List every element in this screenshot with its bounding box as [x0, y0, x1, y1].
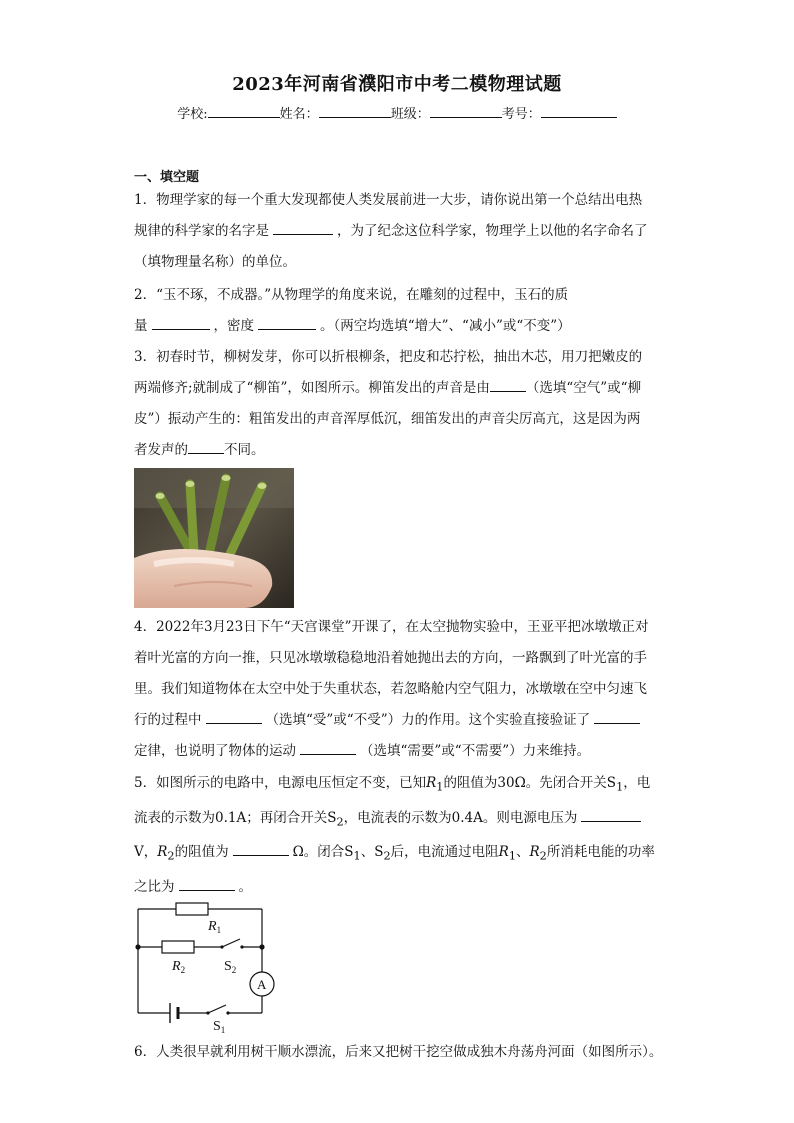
- resistor-r2: [162, 941, 194, 953]
- circuit-diagram: [130, 895, 280, 1035]
- q5-t4a: 之比为: [134, 879, 175, 896]
- q3-line-2: [134, 373, 664, 404]
- student-info-line: [0, 103, 794, 122]
- q4-text-d: （选填“需要”或“不需要”）力来维持。: [360, 743, 591, 759]
- q2-line-2: [134, 311, 664, 342]
- name-label: 姓名：: [279, 107, 319, 122]
- q5-t3n: 2: [539, 850, 547, 864]
- school-blank[interactable]: [208, 103, 280, 118]
- q5-t4b: 。: [238, 879, 252, 896]
- q4-line-3: 里。我们知道物体在太空中处于失重状态，若忽略舱内空气阻力，冰墩墩在空中匀速飞: [134, 681, 647, 697]
- q1-line-1: 1．物理学家的每一个重大发现都使人类发展前进一大步，请你说出第一个总结出电热: [134, 192, 643, 208]
- q1-text-b: ，为了纪念这位科学家，物理学上以他的名字命名了: [337, 223, 648, 239]
- q3-text-d: 不同。: [224, 442, 265, 458]
- q4-line-2: 着叶光富的方向一推，只见冰墩墩稳稳地沿着她抛出去的方向，一路飘到了叶光富的手: [134, 650, 647, 666]
- q4-blank-1[interactable]: [206, 709, 262, 724]
- q5-t3e: Ω。闭合S: [292, 844, 354, 861]
- q5-t3k: 1: [508, 850, 516, 864]
- school-label: 学校:: [177, 107, 208, 122]
- q2-text-a: 量: [134, 318, 148, 334]
- q5-t3g: 、S: [360, 844, 384, 861]
- question-6: [134, 1037, 694, 1068]
- q5-blank-3[interactable]: [179, 876, 235, 891]
- willow-flute-photo: [134, 468, 294, 608]
- q3-line-3: 皮”）振动产生的：粗笛发出的声音浑厚低沉，细笛发出的声音尖厉高亢，这是因为两: [134, 411, 641, 427]
- q5-line-1: [134, 768, 664, 803]
- q5-t1a: 5．如图所示的电路中，电源电压恒定不变，已知: [134, 775, 427, 791]
- question-1: [134, 185, 664, 278]
- q5-t3a: V，: [134, 844, 158, 861]
- q4-text-b: （选填“受”或“不受”）力的作用。这个实验直接验证了: [265, 712, 591, 728]
- label-ammeter: A: [257, 977, 267, 992]
- q5-t2a: 流表的示数为0.1A；再闭合开关S: [134, 809, 337, 826]
- q5-r1: R: [426, 775, 437, 791]
- q5-t3i: 后，电流通过电阻: [390, 844, 499, 861]
- q4-text-c: 定律，也说明了物体的运动: [134, 743, 296, 759]
- q5-blank-1[interactable]: [581, 807, 641, 822]
- q3-line-4: [134, 435, 664, 466]
- q4-blank-2[interactable]: [594, 709, 640, 724]
- q5-t3d: 的阻值为: [174, 844, 229, 861]
- question-5: [134, 768, 664, 903]
- resistor-r1: [176, 903, 208, 915]
- question-3: [134, 342, 664, 466]
- q2-text-b: ，密度: [213, 318, 254, 334]
- q5-t3f: 1: [353, 850, 361, 864]
- q5-t3o: 所消耗电能的功率: [546, 844, 655, 861]
- q1-line-3: （填物理量名称）的单位。: [134, 254, 296, 270]
- q3-blank-1[interactable]: [490, 377, 526, 392]
- q3-line-1: 3．初春时节，柳树发芽，你可以折根柳条，把皮和芯拧松，抽出木芯，用刀把嫩皮的: [134, 349, 643, 365]
- q5-t2c: ，电流表的示数为0.4A。则电源电压为: [343, 809, 578, 826]
- q2-blank-1[interactable]: [152, 315, 210, 330]
- q5-line-2: [134, 803, 664, 838]
- name-blank[interactable]: [319, 103, 391, 118]
- q6-line-1: 6．人类很早就利用树干顺水漂流，后来又把树干挖空做成独木舟荡舟河面（如图所示）。: [134, 1044, 663, 1060]
- q5-t3h: 2: [383, 850, 391, 864]
- q5-s2-sub: 2: [336, 815, 344, 829]
- q5-s1-sub: 1: [616, 780, 624, 794]
- q4-text-a: 行的过程中: [134, 712, 202, 728]
- q5-t3m: R: [529, 844, 540, 861]
- q2-text-c: 。（两空均选填“增大”、“减小”或“不变”）: [320, 318, 571, 334]
- q3-text-b: （选填“空气”或“柳: [525, 380, 642, 396]
- label-r1: $R_1$: [208, 919, 222, 935]
- q1-line-2: [134, 216, 664, 247]
- label-r2: $R_2$: [172, 959, 186, 975]
- q1-blank-1[interactable]: [273, 220, 333, 235]
- exam-no-blank[interactable]: [541, 103, 617, 118]
- q3-text-a: 两端修齐;就制成了“柳笛”，如图所示。柳笛发出的声音是由: [134, 380, 490, 396]
- label-s1: $S_1$: [213, 1019, 226, 1035]
- q5-r1-sub: 1: [436, 780, 444, 794]
- section-heading: 一、填空题: [134, 170, 200, 185]
- q5-t3l: 、: [515, 844, 530, 861]
- question-2: [134, 280, 664, 342]
- q5-r2-sub: 2: [167, 850, 175, 864]
- switch-s1: [208, 1005, 226, 1013]
- q4-line-4: [134, 705, 664, 736]
- q5-t1f: ，电: [623, 775, 651, 791]
- label-s2: $S_2$: [224, 959, 237, 975]
- q4-line-5: [134, 736, 664, 767]
- class-blank[interactable]: [430, 103, 502, 118]
- class-label: 班级：: [390, 107, 430, 122]
- q2-blank-2[interactable]: [258, 315, 316, 330]
- switch-s2: [222, 939, 240, 947]
- q5-blank-2[interactable]: [233, 841, 289, 856]
- q5-line-3: [134, 837, 664, 872]
- q5-t1d: 的阻值为30Ω。先闭合开关S: [443, 775, 617, 791]
- q3-blank-2[interactable]: [188, 439, 224, 454]
- page-title: 2023年河南省濮阳市中考二模物理试题: [232, 74, 562, 95]
- question-4: [134, 612, 664, 767]
- q1-text-a: 规律的科学家的名字是: [134, 223, 269, 239]
- q3-text-c: 者发声的: [134, 442, 188, 458]
- q2-line-1: 2．“玉不琢，不成器。”从物理学的角度来说，在雕刻的过程中，玉石的质: [134, 287, 569, 303]
- q4-blank-3[interactable]: [300, 740, 356, 755]
- q4-line-1: 4．2022年3月23日下午“天宫课堂”开课了，在太空抛物实验中，王亚平把冰墩墩正对: [134, 619, 649, 635]
- q5-r2: R: [157, 844, 168, 861]
- q5-t3j: R: [498, 844, 509, 861]
- exam-no-label: 考号：: [501, 107, 541, 122]
